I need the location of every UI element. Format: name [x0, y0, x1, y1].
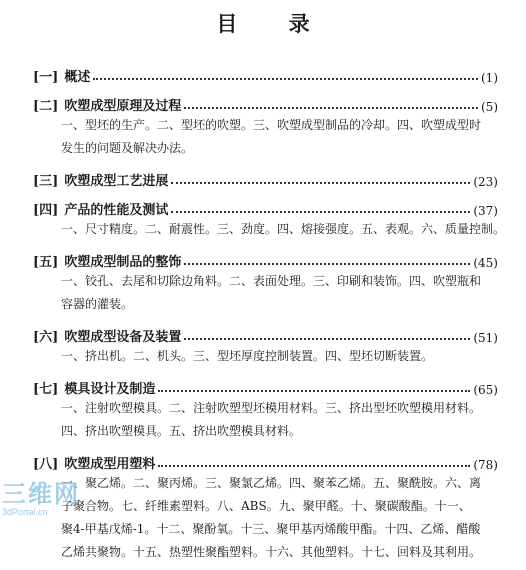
chapter-number: [八] — [33, 457, 59, 472]
toc-entry-heading — [33, 322, 498, 345]
page-number: (37) — [473, 204, 498, 218]
chapter-title: 吹塑成型制品的整饰 — [64, 255, 182, 270]
section-line: 子聚合物。七、纤维素塑料。八、ABS。九、聚甲醛。十、聚碳酸酯。十一、 — [61, 499, 471, 513]
toc-entry — [33, 166, 498, 195]
toc-entry-heading — [33, 166, 498, 189]
section-line: 乙烯共聚物。十五、热塑性聚酯塑料。十六、其他塑料。十七、回料及其利用。 — [61, 545, 482, 559]
section-line: 四、挤出吹塑模具。五、挤出吹塑模具材料。 — [61, 424, 302, 438]
chapter-title: 吹塑成型原理及过程 — [64, 99, 182, 114]
section-line: 一、尺寸精度。二、耐震性。三、劲度。四、熔接强度。五、表观。六、质量控制。 — [61, 222, 506, 236]
chapter-number: [一] — [33, 70, 59, 85]
section-list — [33, 345, 498, 368]
page-title: 目 录 — [216, 11, 332, 36]
toc-entry — [33, 91, 498, 166]
section-line: 一、型坯的生产。二、型坯的吹塑。三、吹塑成型制品的冷却。四、吹塑成型时 — [61, 118, 482, 132]
page-number: (1) — [481, 71, 498, 85]
chapter-number: [二] — [33, 99, 59, 114]
section-line: 一、聚乙烯。二、聚丙烯。三、聚氯乙烯。四、聚苯乙烯。五、聚酰胺。六、离 — [61, 476, 482, 490]
dot-leader — [158, 465, 470, 467]
toc-entry — [33, 322, 498, 374]
toc-entry-heading — [33, 247, 498, 270]
toc-entry-heading — [33, 449, 498, 472]
chapter-title: 吹塑成型工艺进展 — [64, 174, 169, 189]
section-line: 发生的问题及解决办法。 — [61, 141, 194, 155]
chapter-title: 吹塑成型设备及装置 — [64, 330, 182, 345]
section-line: 一、挤出机。二、机头。三、型坯厚度控制装置。四、型坯切断装置。 — [61, 349, 434, 363]
dot-leader — [184, 263, 470, 265]
page-number: (23) — [473, 175, 498, 189]
toc-entry-heading — [33, 195, 498, 218]
chapter-title: 概述 — [64, 70, 91, 85]
section-list — [33, 270, 498, 316]
toc-entry — [33, 62, 498, 91]
table-of-contents — [33, 62, 506, 570]
dot-leader — [184, 107, 478, 109]
chapter-number: [三] — [33, 174, 59, 189]
chapter-number: [五] — [33, 255, 59, 270]
dot-leader — [158, 390, 470, 392]
dot-leader — [171, 211, 470, 213]
page-number: (5) — [481, 100, 498, 114]
chapter-number: [六] — [33, 330, 59, 345]
toc-entry-heading — [33, 62, 498, 85]
section-list — [33, 397, 498, 443]
toc-entry-heading — [33, 91, 498, 114]
toc-entry — [33, 195, 506, 247]
section-list — [33, 114, 498, 160]
toc-entry-heading — [33, 374, 498, 397]
chapter-title: 模具设计及制造 — [64, 382, 156, 397]
dot-leader — [171, 182, 470, 184]
chapter-title: 吹塑成型用塑料 — [64, 457, 156, 472]
section-list — [33, 472, 498, 564]
page-number: (45) — [473, 256, 498, 270]
watermark-text: 三维网 — [2, 481, 80, 508]
page-number: (51) — [473, 331, 498, 345]
chapter-number: [七] — [33, 382, 59, 397]
dot-leader — [184, 338, 470, 340]
dot-leader — [93, 78, 478, 80]
page-number: (78) — [473, 458, 498, 472]
section-line: 聚4-甲基戊烯-1。十二、聚酚氧。十三、聚甲基丙烯酸甲酯。十四、乙烯、醋酸 — [61, 522, 481, 536]
section-line: 一、注射吹塑模具。二、注射吹塑型坯模用材料。三、挤出型坯吹塑模用材料。 — [61, 401, 482, 415]
chapter-title: 产品的性能及测试 — [64, 203, 169, 218]
section-list — [33, 218, 506, 241]
page-number: (65) — [473, 383, 498, 397]
section-line: 容器的灌装。 — [61, 297, 134, 311]
chapter-number: [四] — [33, 203, 59, 218]
section-line: 一、铰孔、去尾和切除边角料。二、表面处理。三、印刷和装饰。四、吹塑瓶和 — [61, 274, 482, 288]
toc-entry — [33, 449, 498, 570]
toc-entry — [33, 247, 498, 322]
toc-entry — [33, 374, 498, 449]
watermark-logo — [2, 474, 80, 517]
watermark-site: 3dPortal.cn — [2, 507, 48, 517]
